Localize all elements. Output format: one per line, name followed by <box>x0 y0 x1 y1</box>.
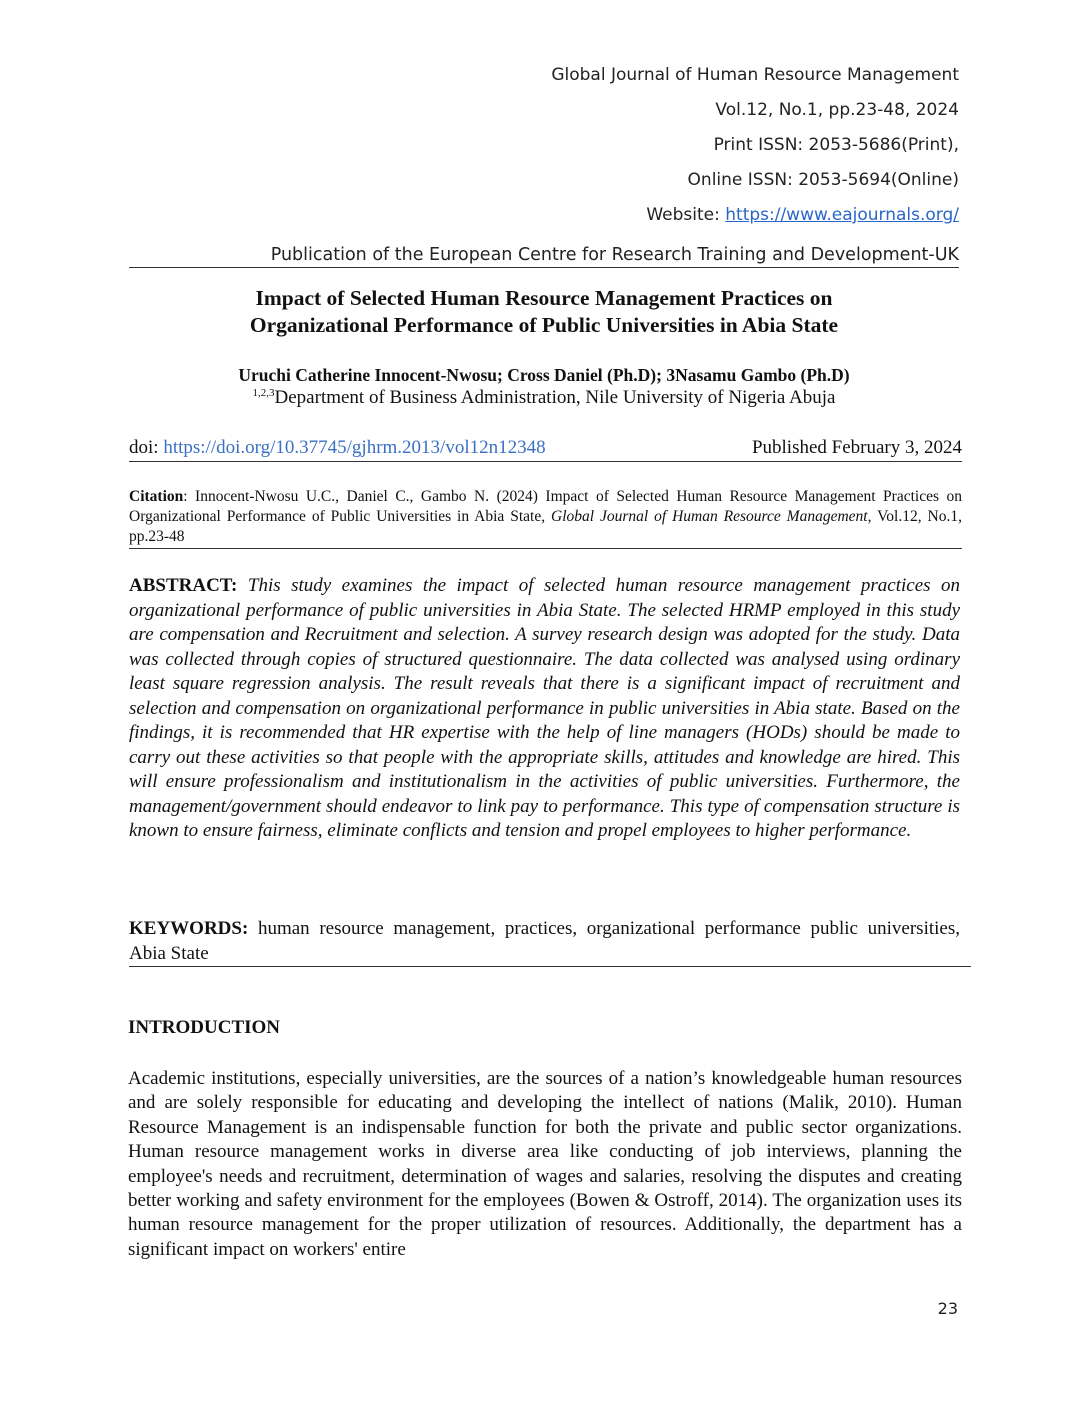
abstract-text: This study examines the impact of selected human resource management practices on organizational performance of public universities in Abia State. The selected HRMP employed in this study are compensation and Recruitment and selection. A survey research design was adopted for the study. Data was collected through copies of structured questionnaire. The data collected was analysed using ordinary least square regression analysis. The result reveals that there is a significant impact of recruitment and selection and compensation on organizational performance in public universities in Abia state. Based on the findings, it is recommended that HR expertise with the help of line managers (HODs) should be made to carry out these activities so that people with the appropriate skills, attitudes and knowledge are hired. This will ensure professionalism and institutionalism in the activities of public universities. Furthermore, the management/government should endeavor to link pay to performance. This type of compensation structure is known to ensure fairness, eliminate conflicts and tension and propel employees to higher performance. <box>129 575 961 841</box>
keywords-text: human resource management, practices, organizational performance public universities, Abia State <box>129 918 960 964</box>
introduction-text: Academic institutions, especially universities, are the sources of a nation’s knowledgeable human resources and are solely responsible for educating and developing the intellect of nations (Malik, 2010). Human Resource Management is an indispensable function for both the private and public sector organizations. Human resource management works in diverse area like conducting of job interviews, planning the employee's needs and recruitment, determination of wages and salaries, resolving the disputes and creating better working and safety environment for the employees (Bowen & Ostroff, 2014). The organization uses its human resource management for the proper utilization of resources. Additionally, the department has a significant impact on workers' entire <box>128 1068 962 1260</box>
journal-volume: Vol.12, No.1, pp.23-48, 2024 <box>715 100 959 120</box>
doi-link[interactable]: https://doi.org/10.37745/gjhrm.2013/vol12n12348 <box>163 437 546 458</box>
website-link[interactable]: https://www.eajournals.org/ <box>725 205 959 225</box>
published-date: Published February 3, 2024 <box>751 437 962 458</box>
doi-row <box>129 437 962 459</box>
citation-label: Citation <box>129 488 184 505</box>
publisher-line: Publication of the European Centre for Research Training and Development-UK <box>270 245 959 265</box>
affiliation-text: Department of Business Administration, Nile University of Nigeria Abuja <box>274 387 836 408</box>
website-line <box>646 205 959 225</box>
title-line-1: Impact of Selected Human Resource Management Practices on <box>255 286 833 310</box>
page-number: 23 <box>937 1299 958 1318</box>
doi-label: doi: <box>129 437 164 458</box>
citation-text-1: : Innocent-Nwosu U.C., Daniel C., Gambo N. (2024) Impact of Selected Human Resource Management Practices on Organizational Performance of Public Universities in Abia State, <box>129 488 962 525</box>
print-issn: Print ISSN: 2053-5686(Print), <box>713 135 959 155</box>
title-line-2: Organizational Performance of Public Universities in Abia State <box>249 313 839 337</box>
article-title <box>100 285 988 339</box>
affiliation <box>100 387 988 409</box>
keywords <box>129 917 960 966</box>
abstract-label: ABSTRACT: <box>129 575 238 596</box>
citation-divider <box>129 548 962 549</box>
website-label: Website: <box>646 205 726 225</box>
introduction-heading: INTRODUCTION <box>128 1017 281 1038</box>
authors: Uruchi Catherine Innocent-Nwosu; Cross Daniel (Ph.D); 3Nasamu Gambo (Ph.D) <box>238 365 850 385</box>
keywords-divider <box>129 966 971 967</box>
doi-divider <box>129 461 962 462</box>
citation-journal: Global Journal of Human Resource Management <box>551 508 868 525</box>
header-divider <box>129 267 959 268</box>
keywords-label: KEYWORDS: <box>129 918 249 939</box>
citation <box>129 487 962 547</box>
journal-name: Global Journal of Human Resource Management <box>551 65 959 85</box>
affiliation-superscript: 1,2,3 <box>252 387 275 399</box>
abstract <box>129 574 960 844</box>
doi <box>129 437 546 459</box>
online-issn: Online ISSN: 2053-5694(Online) <box>687 170 959 190</box>
citation-text-2: , Vol.12, No.1, pp.23-48 <box>129 508 962 545</box>
